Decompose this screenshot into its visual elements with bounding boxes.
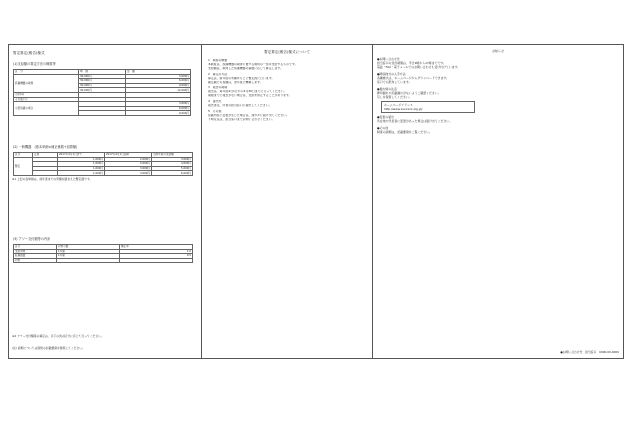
- form-title: 暫定算定(報告)様式: [13, 51, 45, 55]
- group-label: 暫定: [14, 157, 33, 175]
- info-item: 押印漏れや記載漏れがないようご確認ください。: [377, 91, 441, 95]
- note1: ※1 上記の各単価は、前年度までの実績を踏まえた暫定値です。: [12, 177, 93, 181]
- right-title: お知らせ: [492, 49, 504, 53]
- info-item: 写しを保管してください。: [377, 95, 412, 99]
- middle-body: [208, 59, 366, 122]
- document-sheet: [8, 44, 624, 359]
- paragraph: 2 算定の方法: [208, 72, 228, 76]
- paragraph: 算定は、前年度の実績をもとに暫定的に行います。: [208, 76, 275, 80]
- url-box: [381, 101, 475, 113]
- table-cell: 2,000円: [105, 157, 152, 162]
- paragraph: 確定額との差額は、翌年度に精算します。: [208, 80, 263, 84]
- section1-heading: (1)支給額の算定方法の概要等: [13, 62, 56, 66]
- table1: [13, 69, 191, 116]
- table-cell: 1,000円: [58, 166, 105, 171]
- right-column: [372, 45, 623, 358]
- table-cell: 1年間: [57, 249, 120, 254]
- paragraph: 本制度は、設備機器の取得に要する費用の一部を支給するものです。: [208, 62, 298, 66]
- note2: ※2 アワー交付額等の算定は、以下の表の区分に応じて行ってください。: [12, 334, 104, 338]
- table3-header-cell: 補正率: [120, 245, 193, 250]
- info-item: ●変更の届出: [377, 115, 394, 119]
- table-cell: 5,000円: [152, 166, 193, 171]
- table-cell: 0.5: [120, 254, 193, 259]
- paragraph: 期限までに報告がない場合は、支給を停止することがあります。: [208, 94, 292, 98]
- table-cell: 9,000円: [126, 83, 191, 88]
- table-cell: 1,000円: [58, 171, 105, 176]
- section3-heading: (3) アワー交付額等の内訳: [13, 237, 51, 241]
- table3-header-cell: 区分: [14, 245, 57, 250]
- paragraph: 4 提出先: [208, 100, 222, 104]
- table3: [13, 244, 193, 263]
- paragraph: 5 その他: [208, 109, 222, 113]
- info-item: ●お問い合わせ先: [377, 57, 400, 61]
- paragraph: 記載内容に変更が生じた場合は、速やかに届け出てください。: [208, 113, 289, 117]
- table-cell: 支給対象: [14, 249, 57, 254]
- row-label: 対象: [14, 258, 57, 263]
- table-cell: 1年間: [57, 254, 120, 259]
- table-cell: 6,000円: [126, 106, 191, 111]
- table1-header-cell: 単 価: [79, 70, 126, 75]
- table-cell: 30,000円: [79, 88, 126, 93]
- url-label: ホームページアドレス: [384, 103, 413, 107]
- table-cell: 6,000円: [152, 171, 193, 176]
- table2-header-cell: 区分: [14, 153, 33, 158]
- sub-label: 小型設備の場合: [14, 102, 79, 116]
- table-cell: 3,000円: [152, 157, 193, 162]
- table-cell: 4,000円: [152, 162, 193, 167]
- table-row: [14, 171, 193, 176]
- section2-heading: (2) 一般機器 (基本単価×補正係数+加算額): [13, 145, 78, 149]
- table-cell: 3,000円: [126, 74, 191, 79]
- paragraph: 報告書は、所管の担当窓口に提出してください。: [208, 104, 272, 108]
- info-item: ●提出時の注意: [377, 87, 397, 91]
- table-cell: 1.0: [120, 249, 193, 254]
- table-cell: 1,000円: [58, 162, 105, 167]
- table-cell: 9,000円: [126, 111, 191, 116]
- middle-title: 暫定算定(報告)様式について: [264, 50, 310, 54]
- middle-column: [201, 45, 372, 358]
- total-label: 小計(A): [14, 92, 79, 97]
- table-cell: 2,000円: [105, 162, 152, 167]
- paragraph: 支給額は、取得した設備機器の基数に応じて算定します。: [208, 66, 283, 70]
- contact-footer: ●お問い合わせ先 担当窓口 0000-00-0000: [560, 350, 619, 355]
- url-link[interactable]: http://www.xxxxxxx.xlg.jp/: [384, 107, 423, 111]
- info-item: 電話・FAX・電子メールでのお問い合わせも受け付けています。: [377, 65, 461, 69]
- info-item: 制度の詳細は、記載要領をご覧ください。: [377, 130, 432, 134]
- table-cell: 1,000円: [58, 157, 105, 162]
- table2-header-cell: 2017年4月1日以降: [105, 153, 152, 158]
- info-item: 担当窓口の受付時間は、平日9時から17時までです。: [377, 61, 446, 65]
- note3: (注) 詳細については別紙の記載要領を参照してください。: [12, 346, 85, 350]
- table-cell: 30,000円: [79, 83, 126, 88]
- table-cell: 3,000円: [105, 171, 152, 176]
- table1-header-cell: 区 分: [14, 70, 79, 75]
- table-cell: 3,000円: [105, 166, 152, 171]
- table2: [13, 152, 193, 176]
- table-cell: [57, 258, 120, 263]
- table-cell: 3,000円: [126, 102, 191, 107]
- info-item: ●その他: [377, 126, 389, 130]
- table-cell: 経過措置: [14, 254, 57, 259]
- table2-header-cell: 2017年4月1日まで: [58, 153, 105, 158]
- table2-header-cell: 定員: [33, 153, 58, 158]
- paragraph: 3 報告の時期: [208, 86, 228, 90]
- table1-header-cell: 金 額: [126, 70, 191, 75]
- table-cell: 30,000円: [79, 74, 126, 79]
- info-item: 所在地や代表者に変更があった場合は届け出てください。: [377, 119, 453, 123]
- table-row: [14, 258, 193, 263]
- table-cell: [120, 258, 193, 263]
- paragraph: 1 制度の概要: [208, 59, 228, 62]
- table-cell: 30,000円: [79, 79, 126, 84]
- table-cell: 6,000円: [126, 79, 191, 84]
- table3-header-cell: 対象月数: [57, 245, 120, 250]
- left-column: [9, 45, 200, 358]
- other-label: その他(イ): [14, 97, 79, 102]
- table-cell: [33, 171, 58, 176]
- group-label: 設備機器の取得: [14, 74, 79, 92]
- right-body: [377, 57, 487, 134]
- info-item: 各種様式は、ホームページからダウンロードできます。: [377, 76, 449, 80]
- paragraph: 不明な点は、担当窓口までお問い合わせください。: [208, 117, 275, 121]
- info-item: ●関係様式の入手方法: [377, 72, 406, 76]
- info-item: 窓口でも配布しています。: [377, 80, 412, 84]
- table-cell: [79, 111, 126, 116]
- table-cell: 12,000円: [126, 88, 191, 93]
- table2-header-cell: 当該年度の支給額: [152, 153, 193, 158]
- paragraph: 報告は、毎年度4月1日から6月30日までに行ってください。: [208, 90, 287, 94]
